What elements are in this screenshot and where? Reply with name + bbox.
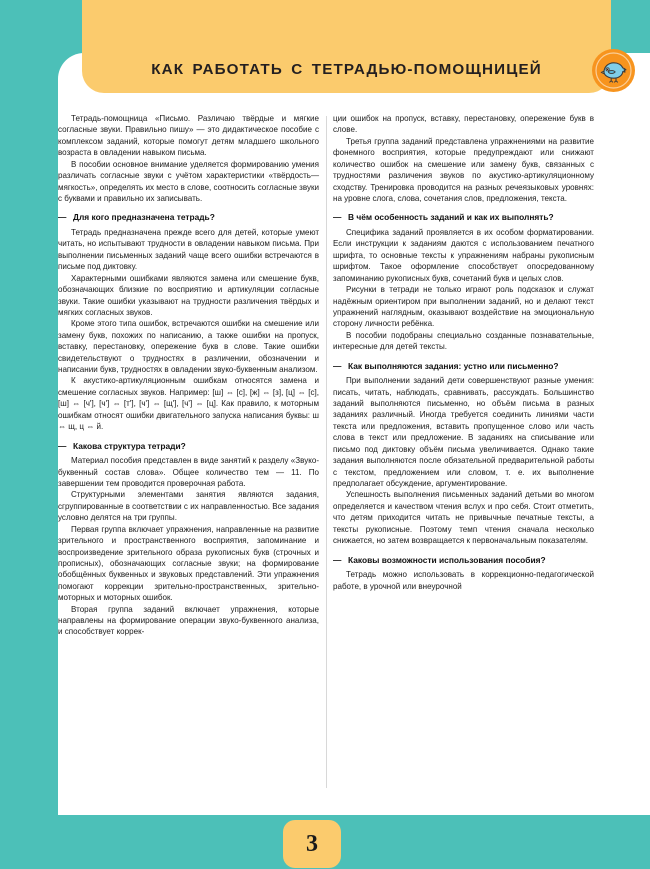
bird-icon [591, 48, 636, 93]
heading-text: Каковы возможности использования пособия? [348, 554, 546, 565]
header-banner [82, 0, 611, 93]
question-heading [333, 204, 594, 227]
text-column-right [333, 113, 594, 790]
body-paragraph: Вторая группа заданий включает упражнения, которые направлены на формирование операции звуко-буквенного анализа, и способствует коррек- [58, 604, 319, 637]
body-paragraph: Успешность выполнения письменных заданий детьми во многом определяется и качеством чтения вслух и про себя. Стоит отметить, что детям приходится читать не привычные печатные тексты, а тексты рукописные. Поэтому темп чтения сначала несколько снижается, но затем возвращается к первоначальным показателям. [333, 490, 594, 546]
heading-dash: — [333, 554, 342, 565]
heading-dash: — [58, 440, 67, 451]
heading-dash: — [58, 212, 67, 223]
page-title: КАК РАБОТАТЬ С ТЕТРАДЬЮ-ПОМОЩНИЦЕЙ [151, 61, 542, 78]
column-divider [326, 116, 327, 788]
body-paragraph: К акустико-артикуляционным ошибкам относятся замена и смешение согласных звуков. Например: [ш] ⇔ [с], [ж] ⇔ [з], [ц] ⇔ [с], [ш] ⇔ [ч'], [ч'] ⇔ [т'], [ч'] ⇔ [щ'], [ч'] ⇔ [ц]. Как правило, к моторным ошибкам относят ошибки двигательного запуска написания буквы: ш ⇔ щ, ц ⇔ й. [58, 376, 319, 432]
page-number-badge [283, 820, 341, 868]
question-heading [333, 547, 594, 570]
body-paragraph: При выполнении заданий дети совершенствуют разные умения: писать, читать, наблюдать, сравнивать, рассуждать. Большинство заданий выполняются письменно, но объём письма в разных заданиях различный. Иногда требуется соединить линиями части текста или предложения, вставить пропущенное слово или часть слова в текст или предложение. В заданиях на списывание или письмо под диктовку объём письма увеличивается. Однако такие задания выполняются после обязательной предварительной работы с текстом, предложением или словом, т. е. их выполнение предполагает обсуждение, аргументирование. [333, 376, 594, 488]
heading-dash: — [333, 360, 342, 371]
body-paragraph: Третья группа заданий представлена упражнениями на развитие фонемного восприятия, которые предупреждают или снижают количество ошибок на смешение или замену букв, связанных с трудностями различения звуков по акустико-артикуляционному сходству. Тренировка проводится на разных речеязыковых уровнях: на уровне слога, слова, сочетания слов, предложения, текста. [333, 136, 594, 203]
heading-text: В чём особенность заданий и как их выполнять? [348, 212, 554, 223]
heading-text: Для кого предназначена тетрадь? [73, 212, 215, 223]
text-column-left [58, 113, 319, 790]
body-paragraph: Структурными элементами занятия являются задания, сгруппированные в соответствии с их направленностью. Все задания условно делятся на три группы. [58, 490, 319, 523]
heading-dash: — [333, 212, 342, 223]
body-paragraph: В пособии основное внимание уделяется формированию умения различать согласные звуки с учётом характеристики «твёрдость—мягкость», определять их место в слове, соотносить согласные звуки с буквами и правильно их записывать. [58, 159, 319, 203]
body-paragraph: Характерными ошибками являются замена или смешение букв, обозначающих близкие по восприятию и артикуляции согласные звуки. Такие ошибки указывают на трудности различения твёрдых и мягких согласных звуков. [58, 273, 319, 317]
body-paragraph: Первая группа включает упражнения, направленные на развитие зрительного и пространственного восприятия, запоминание и воспроизведение зрительного образа рукописных букв (строчных и прописных), обозначающих согласные звуки; на формирование обобщённых буквенных и звуковых представлений. Эти упражнения помогают коррекции зрительно-пространственных, зрительно-моторных и моторных ошибок. [58, 524, 319, 603]
article-content [58, 113, 595, 790]
body-paragraph: Тетрадь предназначена прежде всего для детей, которые умеют читать, но испытывают трудности в овладении навыком письма. При выполнении письменных заданий чаще всего ошибки встречаются в письме под диктовку. [58, 227, 319, 272]
body-paragraph: ции ошибок на пропуск, вставку, перестановку, опережение букв в слове. [333, 114, 594, 135]
page-number: 3 [306, 830, 318, 857]
body-paragraph: Специфика заданий проявляется в их особом форматировании. Если инструкции к заданиям даются с использованием печатного шрифта, то основные тексты к упражнениям набраны рукописным шрифтом. Такое оформление способствует опосредованному запоминанию рукописных букв, сочетаний букв и целых слов. [333, 227, 594, 283]
heading-text: Как выполняются задания: устно или письменно? [348, 360, 559, 371]
body-paragraph: Материал пособия представлен в виде занятий к разделу «Звуко-буквенный состав слова». Общее количество тем — 11. По завершении тем проводится проверочная работа. [58, 456, 319, 488]
body-paragraph: Кроме этого типа ошибок, встречаются ошибки на смешение или замену букв, похожих по написанию, а также ошибки на пропуск, вставку, перестановку, опережение букв в слове. Такие ошибки свидетельствуют о трудностях в различении, обозначении и написании букв, трудностях в овладении звуко-буквенным анализом. [58, 319, 319, 375]
question-heading [58, 433, 319, 456]
heading-text: Какова структура тетради? [73, 440, 186, 451]
body-paragraph: Тетрадь-помощница «Письмо. Различаю твёрдые и мягкие согласные звуки. Правильно пишу» — это дидактическое пособие с комплексом заданий, которые помогут детям младшего школьного возраста в овладении навыком письма. [58, 114, 319, 158]
question-heading [58, 204, 319, 227]
question-heading [333, 353, 594, 376]
body-paragraph: Рисунки в тетради не только играют роль подсказок и служат надёжным ориентиром при выполнении заданий, но и делают текст упражнений наглядным, оказывают воздействие на эмоциональную сторону личности ребёнка. [333, 285, 594, 329]
body-paragraph: В пособии подобраны специально созданные познавательные, интересные для детей тексты. [333, 330, 594, 352]
body-paragraph: Тетрадь можно использовать в коррекционно-педагогической работе, в урочной или внеурочной [333, 570, 594, 591]
